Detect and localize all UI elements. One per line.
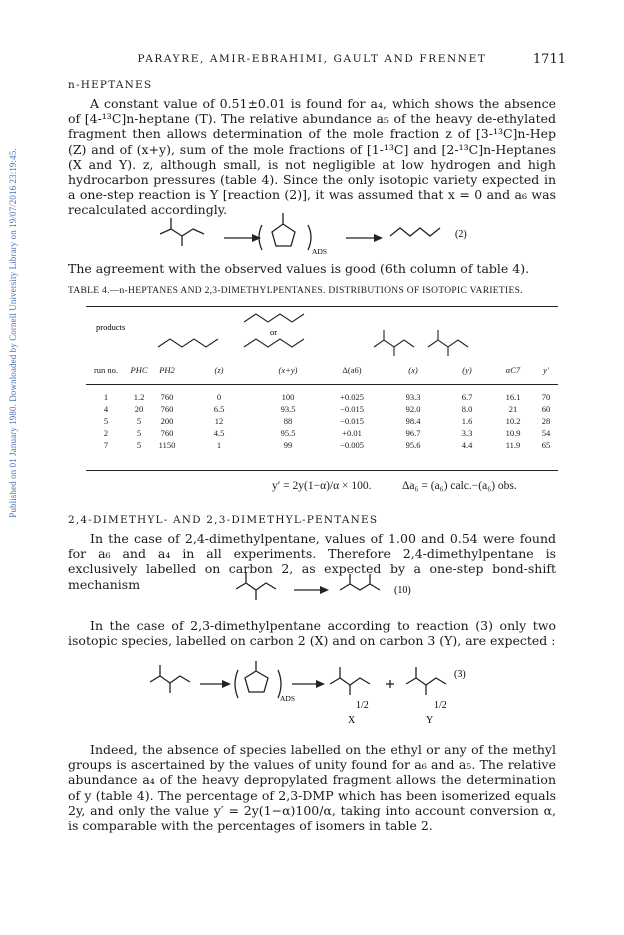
table-cell: 8.0 bbox=[461, 404, 473, 414]
table-cell: 65 bbox=[541, 440, 551, 450]
table-cell: 1 bbox=[216, 440, 222, 450]
table-cell: 3.3 bbox=[461, 428, 473, 438]
reaction-2-scheme bbox=[160, 210, 480, 256]
species-y-label: Y bbox=[426, 715, 434, 726]
header-delta-a6: Δ(a6) bbox=[342, 365, 362, 375]
table-cell: 760 bbox=[160, 404, 174, 414]
header-y: (y) bbox=[462, 365, 472, 375]
table-cell: −0.015 bbox=[340, 404, 364, 414]
paragraph-agreement: The agreement with the observed values is good (6th column of table 4). bbox=[68, 261, 530, 276]
section-heading-heptanes: n-HEPTANES bbox=[68, 79, 153, 91]
table-cell: 6.7 bbox=[461, 392, 473, 402]
reaction-10-scheme bbox=[236, 566, 436, 606]
table-cell: +0.01 bbox=[342, 428, 362, 438]
table-row bbox=[86, 391, 558, 403]
ads-subscript: ADS bbox=[280, 694, 296, 703]
table-cell: 12 bbox=[214, 416, 224, 426]
or-label: or bbox=[270, 327, 278, 337]
table-caption: TABLE 4.—n-HEPTANES AND 2,3-DIMETHYLPENTANES. DISTRIBUTIONS OF ISOTOPIC VARIETIES. bbox=[68, 286, 523, 296]
adsorbed-ring bbox=[245, 671, 268, 692]
table-cell: 95.5 bbox=[280, 428, 296, 438]
reactant-23dmp bbox=[236, 583, 276, 590]
running-title: PARAYRE, AMIR-EBRAHIMI, GAULT AND FRENNET bbox=[137, 53, 487, 65]
product-n-heptane bbox=[390, 228, 440, 236]
table-cell: 4 bbox=[103, 404, 109, 414]
table-cell: 0 bbox=[216, 392, 222, 402]
header-x: (x) bbox=[408, 365, 418, 375]
table-row bbox=[86, 439, 558, 451]
reaction-3-scheme bbox=[150, 656, 470, 726]
reaction-3-label: (3) bbox=[454, 669, 466, 680]
header-z: (z) bbox=[214, 365, 224, 375]
reactant-23dmp bbox=[150, 676, 190, 683]
reactant-2-methylhexane bbox=[160, 229, 204, 236]
table-cell: −0.005 bbox=[340, 440, 364, 450]
table-cell: 4.4 bbox=[461, 440, 473, 450]
table-cell: 4.5 bbox=[213, 428, 225, 438]
table-cell: 7 bbox=[103, 440, 109, 450]
table-cell: 88 bbox=[283, 416, 293, 426]
table-cell: 54 bbox=[541, 428, 551, 438]
paragraph-heptanes bbox=[68, 96, 556, 218]
table-cell: 11.9 bbox=[505, 440, 521, 450]
table-bottom-rule bbox=[86, 470, 558, 471]
product-24dmp bbox=[340, 584, 380, 590]
table-cell: 1 bbox=[103, 392, 109, 402]
table-cell: 5 bbox=[103, 416, 109, 426]
table-cell: 98.4 bbox=[405, 416, 421, 426]
table-cell: 1.6 bbox=[461, 416, 473, 426]
nheptane-struct bbox=[158, 339, 218, 347]
dmp-y-struct bbox=[428, 340, 468, 347]
table-cell: 95.6 bbox=[405, 440, 421, 450]
table-cell: 70 bbox=[541, 392, 551, 402]
table-row bbox=[86, 403, 558, 415]
table-row bbox=[86, 427, 558, 439]
paragraph-text: A constant value of 0.51±0.01 is found for a₄, which shows the absence of [4-¹³C]n-heptane (T). The relative abundance a₅ of the heavy de-ethylated fragment then allows determination of the mole fraction z of [3-¹³C]n-Hep (Z) and of (x+y), sum of the mole fractions of [1-¹³C] and [2-¹³C]n-Heptanes (X and Y). z, although small, is not negligible at low hydrogen and high hydrocarbon pressures (table 4). Since the only isotopic variety expected in a one-step reaction is Y [reaction (2)], it was assumed that x = 0 and a₆ was recalculated accordingly. bbox=[68, 96, 556, 218]
nheptane-or-struct-1 bbox=[244, 314, 304, 322]
table-row bbox=[86, 415, 558, 427]
table-cell: 96.7 bbox=[405, 428, 421, 438]
table-cell: 760 bbox=[160, 392, 174, 402]
table-header-row bbox=[86, 364, 558, 376]
paragraph-23dmp bbox=[68, 618, 556, 648]
reaction-2-label: (2) bbox=[455, 229, 467, 240]
table-cell: 760 bbox=[160, 428, 174, 438]
table-cell: +0.025 bbox=[340, 392, 364, 402]
dmp-x-struct bbox=[374, 340, 414, 347]
header-yprime: y′ bbox=[543, 365, 549, 375]
table-cell: 92.0 bbox=[405, 404, 421, 414]
table-cell: −0.015 bbox=[340, 416, 364, 426]
header-phc: PHC bbox=[130, 365, 148, 375]
products-label: products bbox=[96, 322, 126, 332]
product-y bbox=[406, 678, 446, 685]
table-cell: 93.3 bbox=[405, 392, 421, 402]
nheptane-or-struct-2 bbox=[244, 339, 304, 347]
table-cell: 60 bbox=[541, 404, 551, 414]
ads-subscript: ADS bbox=[312, 247, 328, 256]
header-ph2: PH2 bbox=[159, 365, 175, 375]
table-cell: 200 bbox=[160, 416, 174, 426]
paragraph-text: In the case of 2,4-dimethylpentane, values of 1.00 and 0.54 were found for a₆ and a₄ in all experiments. Therefore 2,4-dimethylpentane is exclusively labelled on carbon 2, as expected by a one-step bond-shift mechanism bbox=[68, 531, 556, 592]
table-cell: 5 bbox=[136, 440, 142, 450]
header-run-no: run no. bbox=[93, 365, 119, 375]
table-structure-header bbox=[86, 306, 558, 362]
table-cell: 93.5 bbox=[280, 404, 296, 414]
table-cell: 10.9 bbox=[505, 428, 521, 438]
section-heading-dimethyl: 2,4-DIMETHYL- AND 2,3-DIMETHYL-PENTANES bbox=[68, 514, 379, 526]
download-notice: Published on 01 January 1980. Downloaded by Cornell University Library on 19/07/2016 23:19:45. bbox=[8, 148, 18, 518]
table-cell: 5 bbox=[136, 416, 142, 426]
table-cell: 6.5 bbox=[213, 404, 225, 414]
table-cell: 99 bbox=[283, 440, 293, 450]
table-cell: 5 bbox=[136, 428, 142, 438]
formula-delta-a6: Δa₆ = (a₆) calc.−(a₆) obs. bbox=[402, 480, 517, 492]
paragraph-text: In the case of 2,3-dimethylpentane according to reaction (3) only two isotopic species, labelled on carbon 2 (X) and on carbon 3 (Y), are expected : bbox=[68, 618, 556, 649]
paragraph-conclusion bbox=[68, 742, 556, 833]
header-x-plus-y: (x+y) bbox=[278, 365, 298, 375]
table-body bbox=[86, 391, 558, 451]
paragraph-text: Indeed, the absence of species labelled on the ethyl or any of the methyl groups is ascertained by the values of unity found for a₆ and a₅. The relative abundance a₄ of the heavy depropylated fragment allows the determination of y (table 4). The percentage of 2,3-DMP which has been isomerized equals 2y, and only the value y′ = 2y(1−α)100/α, taking into account conversion α, is comparable with the percentages of isomers in table 2. bbox=[68, 742, 556, 834]
table-cell: 16.1 bbox=[505, 392, 521, 402]
page-number: 1711 bbox=[532, 52, 566, 67]
header-alpha: αC7 bbox=[505, 365, 521, 375]
formula-yprime: y′ = 2y(1−α)/α × 100. bbox=[272, 480, 372, 492]
table-cell: 1150 bbox=[158, 440, 176, 450]
product-x bbox=[330, 678, 370, 685]
fraction-x: 1/2 bbox=[356, 700, 369, 711]
adsorbed-ring bbox=[272, 224, 295, 246]
table-cell: 21 bbox=[508, 404, 518, 414]
table-cell: 28 bbox=[541, 416, 551, 426]
reaction-10-label: (10) bbox=[394, 585, 411, 596]
isotopic-distribution-table bbox=[86, 364, 558, 451]
table-cell: 10.2 bbox=[505, 416, 521, 426]
table-cell: 100 bbox=[281, 392, 295, 402]
fraction-y: 1/2 bbox=[434, 700, 447, 711]
table-cell: 1.2 bbox=[133, 392, 145, 402]
table-cell: 20 bbox=[134, 404, 144, 414]
table-cell: 2 bbox=[103, 428, 109, 438]
species-x-label: X bbox=[348, 715, 356, 726]
